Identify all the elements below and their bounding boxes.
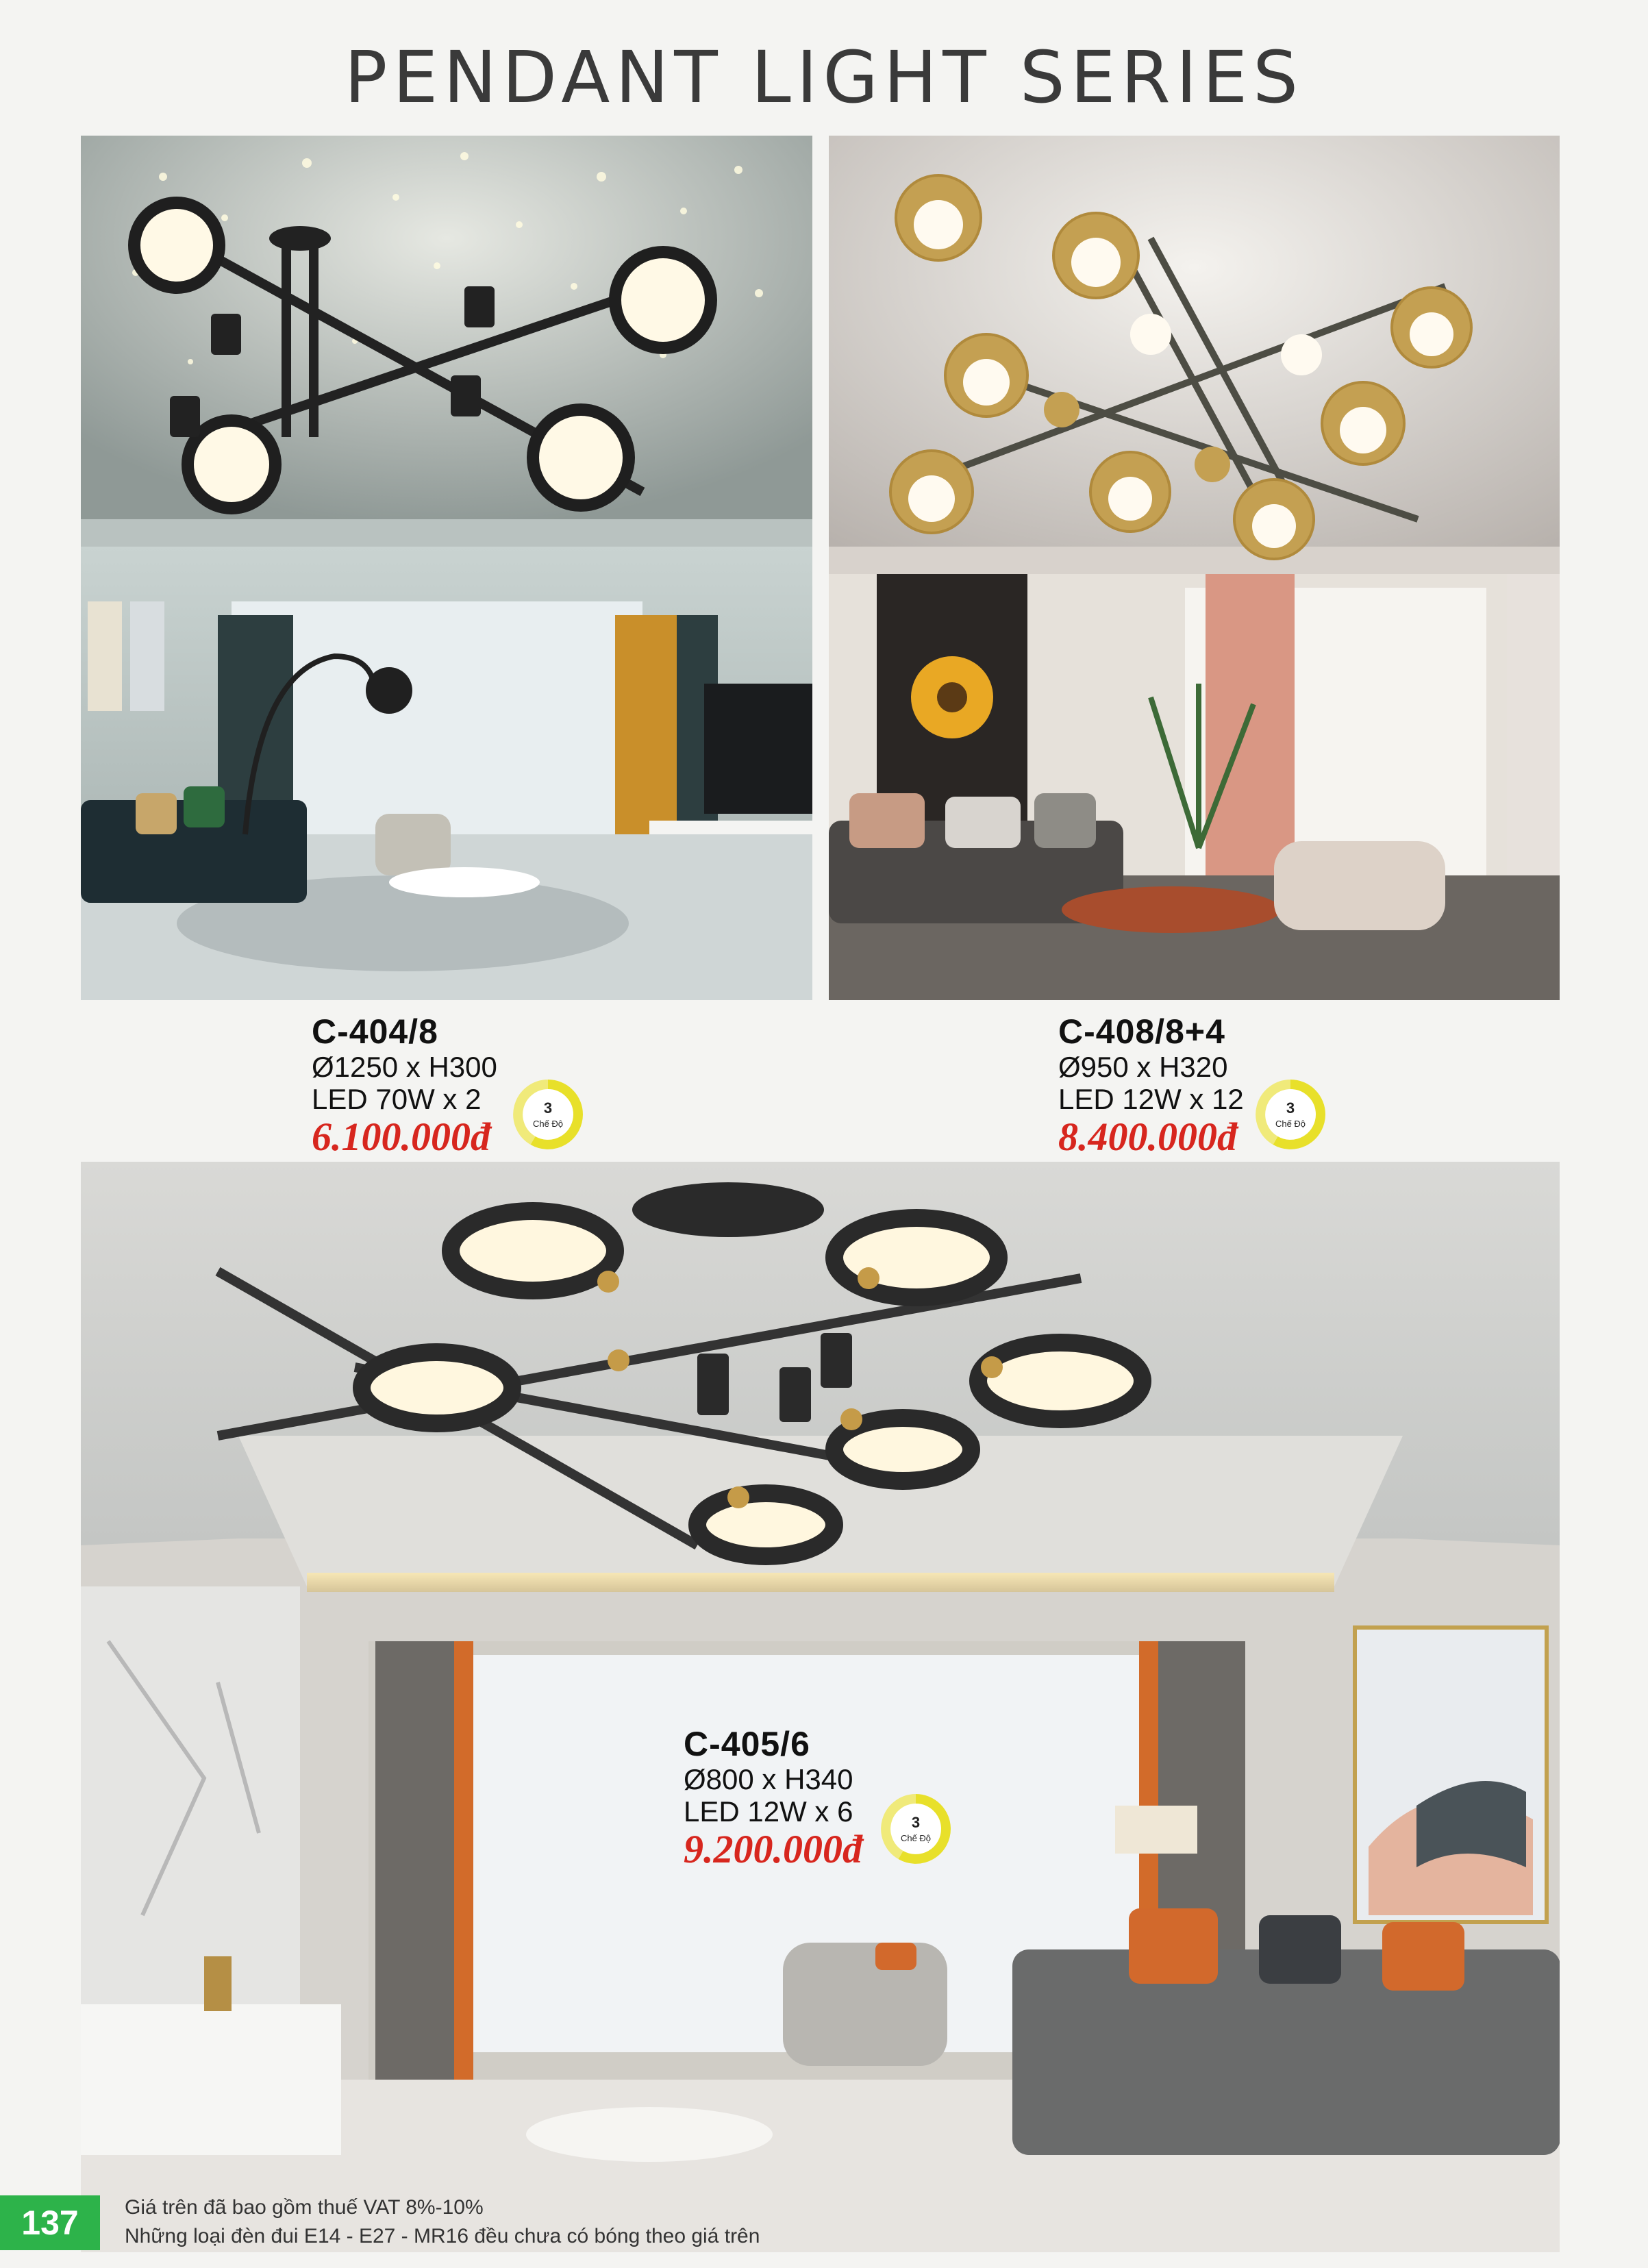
- product-size: Ø950 x H320: [1058, 1051, 1228, 1083]
- mode-label: Chế Độ: [1275, 1119, 1306, 1129]
- product-led: LED 70W x 2: [312, 1083, 482, 1116]
- product-led: LED 12W x 6: [684, 1795, 853, 1828]
- product-price: 9.200.000đ: [684, 1827, 862, 1872]
- mode-cycle-icon: [880, 1793, 951, 1865]
- product-led: LED 12W x 12: [1058, 1083, 1244, 1116]
- mode-number: 3: [911, 1814, 921, 1831]
- page-number-badge: 137: [0, 2195, 100, 2250]
- bulb-note: Những loại đèn đui E14 - E27 - MR16 đều chưa có bóng theo giá trên: [125, 2225, 760, 2247]
- product-price: 8.400.000đ: [1058, 1114, 1237, 1160]
- product-code: C-404/8: [312, 1012, 438, 1051]
- vat-note: Giá trên đã bao gồm thuế VAT 8%-10%: [125, 2196, 484, 2219]
- product-c404: [312, 1012, 497, 1160]
- product-photo-c408: [829, 136, 1560, 1000]
- mode-cycle-icon: [1255, 1079, 1326, 1150]
- mode-label: Chế Độ: [900, 1833, 932, 1843]
- product-photo-c405: [81, 1162, 1560, 2252]
- mode-number: 3: [543, 1099, 553, 1117]
- product-photo-c404: [81, 136, 812, 1000]
- product-c408: [1058, 1012, 1244, 1160]
- mode-cycle-icon: [512, 1079, 584, 1150]
- product-code: C-408/8+4: [1058, 1012, 1225, 1051]
- page-title: PENDANT LIGHT SERIES: [344, 36, 1304, 119]
- product-price: 6.100.000đ: [312, 1114, 490, 1160]
- product-c405: [684, 1725, 862, 1872]
- mode-label: Chế Độ: [532, 1119, 564, 1129]
- product-size: Ø800 x H340: [684, 1763, 853, 1795]
- product-code: C-405/6: [684, 1725, 810, 1763]
- product-size: Ø1250 x H300: [312, 1051, 497, 1083]
- mode-number: 3: [1286, 1099, 1295, 1117]
